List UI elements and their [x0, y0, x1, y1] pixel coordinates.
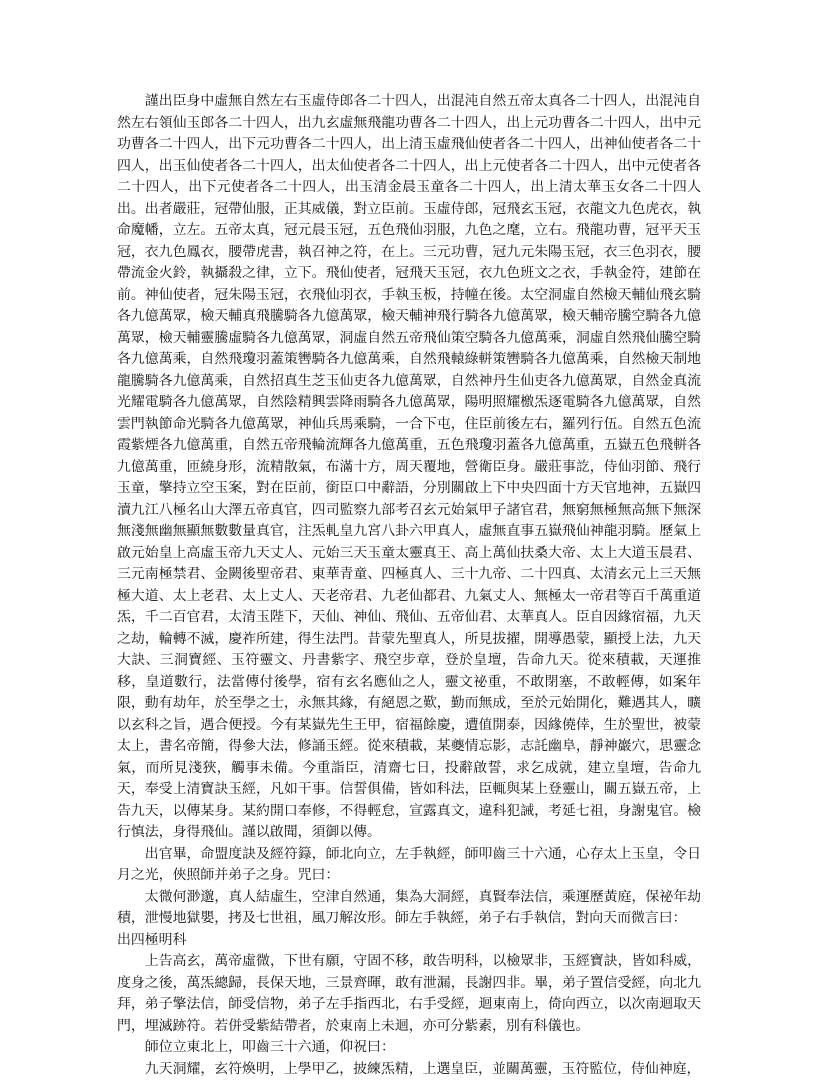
document-page — [117, 91, 701, 1080]
section-heading: 出四極明科 — [117, 930, 701, 952]
paragraph-incantation: 太微何渺邈，真人結虛生，空津自然通，集為大洞經，真賢奉法信，乘運歷黃庭，保祕年劫積，泄慢地獄嬰，拷及七世祖，風刀解汝形。師左手執經，弟子右手執信，對向天而微言曰： — [117, 887, 701, 930]
paragraph-master-position: 師位立東北上，叩齒三十六通，仰祝曰： — [117, 1037, 701, 1059]
paragraph-oath: 上告高玄，萬帝虛微，下世有願，守固不移，敢告明科，以檢眾非，玉經寶訣，皆如科威，度身之後，萬炁總歸，長保天地，三景齊暉，敢有泄漏，長謝四非。畢，弟子置信受經，向北九拜，弟子擎法信，師受信物，弟子左手指西北，右手受經，迴東南上，倚向西立，以次南迴取天門，埋滅跡符。若併受紫結帶者，於東南上未迴，亦可分紫素，別有科儀也。 — [117, 951, 701, 1037]
paragraph-prayer: 九天洞耀，玄符煥明，上學甲乙，披練炁精，上選皇臣，並關萬靈，玉符監位，侍仙神庭， — [117, 1059, 701, 1080]
paragraph-ritual-instruction: 出官畢，命盟度訣及經符籙，師北向立，左手執經，師叩齒三十六通，心存太上玉皇，令日月之光，俠照師并弟子之身。咒曰： — [117, 844, 701, 887]
paragraph-invocation: 謹出臣身中虛無自然左右玉虛侍郎各二十四人，出混沌自然五帝太真各二十四人，出混沌自然左右領仙玉郎各二十四人，出九玄虛無飛龍功曹各二十四人，出上元功曹各二十四人，出中元功曹各二十四人，出下元功曹各二十四人，出上清玉虛飛仙使者各二十四人，出神仙使者各二十四人，出玉仙使者各二十四人，出太仙使者各二十四人，出上元使者各二十四人，出中元使者各二十四人，出下元使者各二十四人，出玉清金晨玉童各二十四人，出上清太華玉女各二十四人出。出者嚴莊，冠帶仙服，正其威儀，對立臣前。玉虛侍郎，冠飛玄玉冠，衣龍文九色虎衣，執命魔幡，立左。五帝太真，冠元晨玉冠，五色飛仙羽服，九色之麾，立右。飛龍功曹，冠平天玉冠，衣九色鳳衣，腰帶虎書，執召神之符，在上。三元功曹，冠九元朱陽玉冠，衣三色羽衣，腰帶流金火鈴，執攝殺之律，立下。飛仙使者，冠飛天玉冠，衣九色班文之衣，手執金符，建節在前。神仙使者，冠朱陽玉冠，衣飛仙羽衣，手執玉板，持幢在後。太空洞虛自然檢天輔仙飛玄騎各九億萬眾，檢天輔真飛騰騎各九億萬眾，檢天輔神飛行騎各九億萬眾，檢天輔帝騰空騎各九億萬眾，檢天輔靈騰虛騎各九億萬眾，洞虛自然五帝飛仙策空騎各九億萬乘，洞虛自然飛仙騰空騎各九億萬乘，自然飛瓊羽蓋策轡騎各九億萬乘，自然飛轅綠軿策轡騎各九億萬乘，自然檢天制地龍騰騎各九億萬乘，自然招真生芝玉仙吏各九億萬眾，自然神丹生仙吏各九億萬眾，自然金真流光耀電騎各九億萬眾，自然陰精興雲降雨騎各九億萬眾，陽明照耀檄炁逐電騎各九億萬眾，自然雲門執節命光騎各九億萬眾，神仙兵馬乘騎，一合下屯，住臣前後左右，羅列行伍。自然五色流霞紫煙各九億萬重，自然五帝飛輪流輝各九億萬重，五色飛瓊羽蓋各九億萬重，五嶽五色飛軿各九億萬重，匝繞身形，流精散氣，布滿十方，周天覆地，營衛臣身。嚴莊事訖，侍仙羽節、飛行玉童，擎持立空玉案，對在臣前，銜臣口中辭語，分別關啟上下中央四面十方天官地神，五嶽四瀆九江八極名山大澤五帝真官，四司監察九部考召玄元始氣甲子諸官君，無窮無極無高無下無深無淺無幽無顯無數數量真官，注炁軋皇九宮八卦六甲真人，虛無直事五嶽飛仙神龍羽騎。歷氣上啟元始皇上高虛玉帝九天丈人、元始三天玉童太靈真王、高上萬仙扶桑大帝、太上大道玉晨君、三元南極禁君、金闕後聖帝君、東華青童、四極真人、三十九帝、二十四真、太清玄元上三天無極大道、太上老君、太上丈人、天老帝君、九老仙都君、九氣丈人、無極太一帝君等百千萬重道炁，千二百官君，太清玉陛下，天仙、神仙、飛仙、五帝仙君、太華真人。臣自因緣宿福，九天之劫，輪轉不滅，慶祚所建，得生法門。昔蒙先聖真人，所見拔擢，開導愚蒙，顯授上法，九天大訣、三洞寶經、玉符靈文、丹書紫字、飛空步章，登於皇壇，告命九天。從來積載，天運推移，皇道數行，法當傳付後學，宿有玄名應仙之人，靈文祕重，不敢閉塞，不敢輕傳，如案年限，動有劫年，於至學之士，永無其緣，有絕恩之歎，勤而無成，至於元始開化，難遇其人，曠以玄科之旨，遇合便授。今有某嶽先生王甲，宿福餘慶，遭值開泰，因緣僥倖，生於聖世，被蒙太上，書名帝簡，得參大法，修誦玉經。從來積載，某夔情忘影，志託幽阜，靜神巖穴，思靈念氣，而所見淺狹，觸事未備。今重詣臣，清齋七日，投辭啟誓，求乞成就，建立皇壇，告命九天，奉受上清寶訣玉經，凡如干事。信誓俱備，皆如科法，臣輒與某上登靈山，關五嶽五帝，上告九天，以傳某身。某約開口奉修，不得輕怠，宣露真文，違科犯誡，考延七祖，身謝鬼官。檢行慎法，身得飛仙。謹以啟聞，須御以傳。 — [117, 91, 701, 844]
